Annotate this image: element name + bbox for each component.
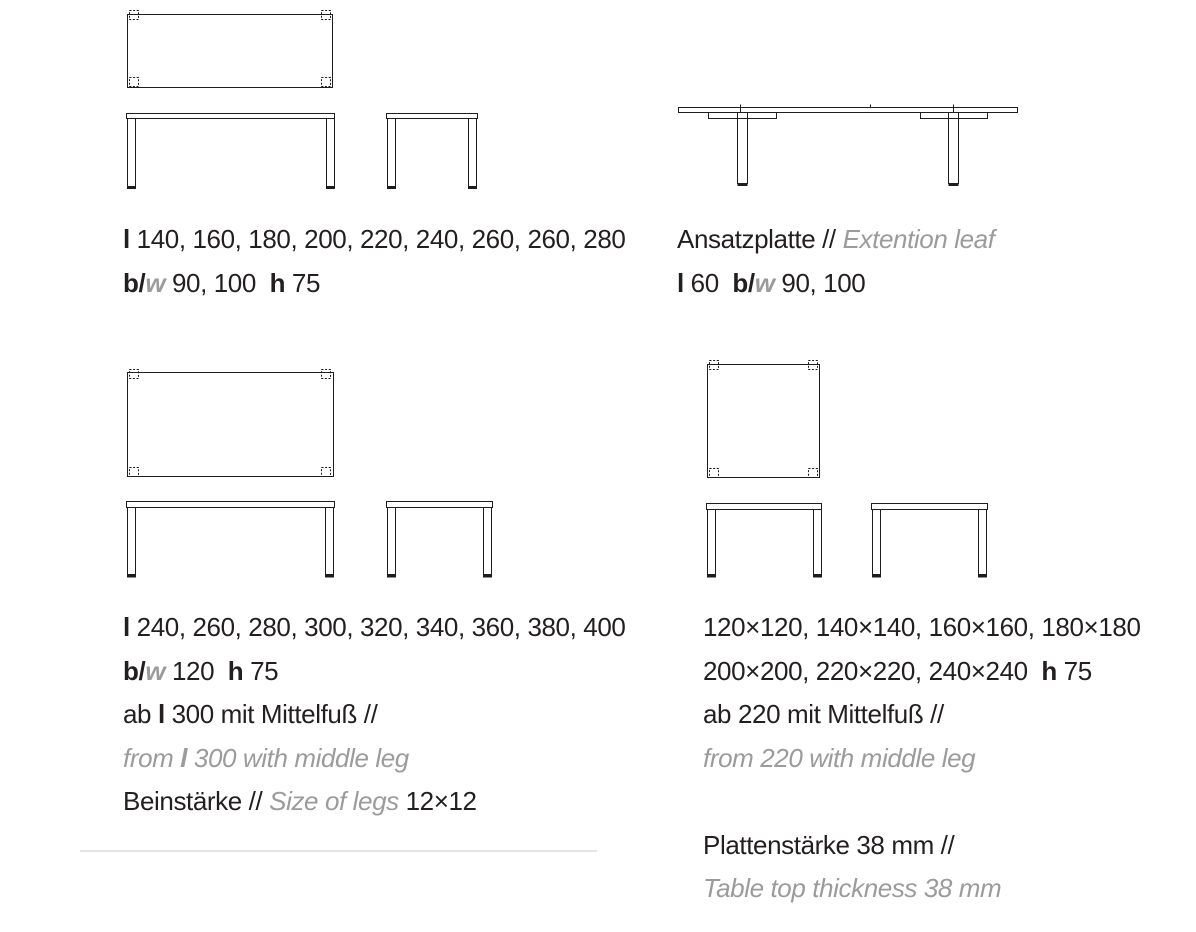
spec-extension-leaf [677,218,995,305]
table-top-outline [128,373,334,477]
corner-leg-marker [130,78,139,87]
table-leg [949,113,959,184]
table-top-edge [872,504,988,510]
spec-rect-table [123,218,625,305]
corner-leg-marker [322,370,331,379]
leg-foot [707,575,716,578]
corner-leg-marker [130,370,139,379]
drawing-square-table [707,361,988,578]
rect-table-front-view [127,114,336,190]
rect-table-side-view [387,114,478,190]
square-table-side-view [872,504,988,578]
table-top-edge [707,504,822,510]
leg-foot [872,575,881,578]
table-leg [814,510,822,575]
table-top-outline [128,15,333,88]
drawing-rect-table [127,11,478,190]
rect-table-top-view [128,11,333,88]
leg-foot [127,187,136,190]
spec-line: ab 220 mit Mittelfuß // [703,699,944,729]
corner-leg-marker [130,11,139,20]
leg-foot [468,187,477,190]
page-divider-line [80,850,597,852]
table-top-edge [387,114,478,119]
corner-leg-marker [322,468,331,477]
table-leg [979,510,987,575]
table-leg [128,119,136,187]
leg-foot [387,187,396,190]
table-top-edge [387,502,493,508]
square-table-front-view [707,504,823,578]
spec-line: from 220 with middle leg [703,742,976,773]
spec-line [703,780,1141,824]
large-table-front-view [127,502,335,578]
table-top-edge [127,502,335,508]
large-table-side-view [387,502,493,578]
table-leg [388,508,396,575]
spec-line: l 60 b/w 90, 100 [677,267,866,298]
table-top-edge [127,114,335,119]
leaf-support-rail [921,113,988,119]
spec-line: from l 300 with middle leg [123,742,409,773]
corner-leg-marker [809,469,818,478]
table-leg [327,119,335,187]
spec-square-table [703,606,1141,911]
leg-foot [326,187,335,190]
large-table-top-view [128,370,334,477]
table-top-edge [679,108,1018,113]
spec-line: Beinstärke // Size of legs 12×12 [123,786,477,816]
leg-foot [387,575,396,578]
table-leg [873,510,881,575]
leg-foot [813,575,822,578]
spec-line: 200×200, 220×220, 240×240 h 75 [703,655,1092,686]
spec-line: ab l 300 mit Mittelfuß // [123,699,378,729]
table-leg [388,119,396,187]
corner-leg-marker [710,469,719,478]
corner-leg-marker [809,361,818,370]
spec-line: l 140, 160, 180, 200, 220, 240, 260, 260, 280 [123,224,626,254]
table-leg [738,113,748,184]
corner-leg-marker [710,361,719,370]
table-top-outline [708,365,820,478]
corner-leg-marker [322,11,331,20]
leg-foot [738,184,748,187]
spec-large-rect-table [123,606,625,824]
table-leg [708,510,716,575]
corner-leg-marker [130,468,139,477]
table-leg [128,508,136,575]
spec-line: b/w 90, 100 h 75 [123,267,321,298]
drawing-rect-table-large [127,370,493,578]
leaf-support-rail [709,113,777,119]
leg-foot [949,184,959,187]
leg-foot [483,575,492,578]
table-leg [469,119,477,187]
spec-line: b/w 120 h 75 [123,655,279,686]
spec-line: Plattenstärke 38 mm // [703,829,955,860]
spec-line: Table top thickness 38 mm [703,873,1002,903]
spec-line: 120×120, 140×140, 160×160, 180×180 [703,612,1141,642]
leg-foot [978,575,987,578]
drawing-extension-table [679,105,1018,187]
spec-line: l 240, 260, 280, 300, 320, 340, 360, 380, 400 [123,612,626,642]
leg-foot [127,575,136,578]
square-table-top-view [708,361,820,478]
table-leg [326,508,334,575]
corner-leg-marker [322,78,331,87]
spec-line: Ansatzplatte // Extention leaf [677,224,995,254]
leg-foot [325,575,334,578]
table-leg [484,508,492,575]
